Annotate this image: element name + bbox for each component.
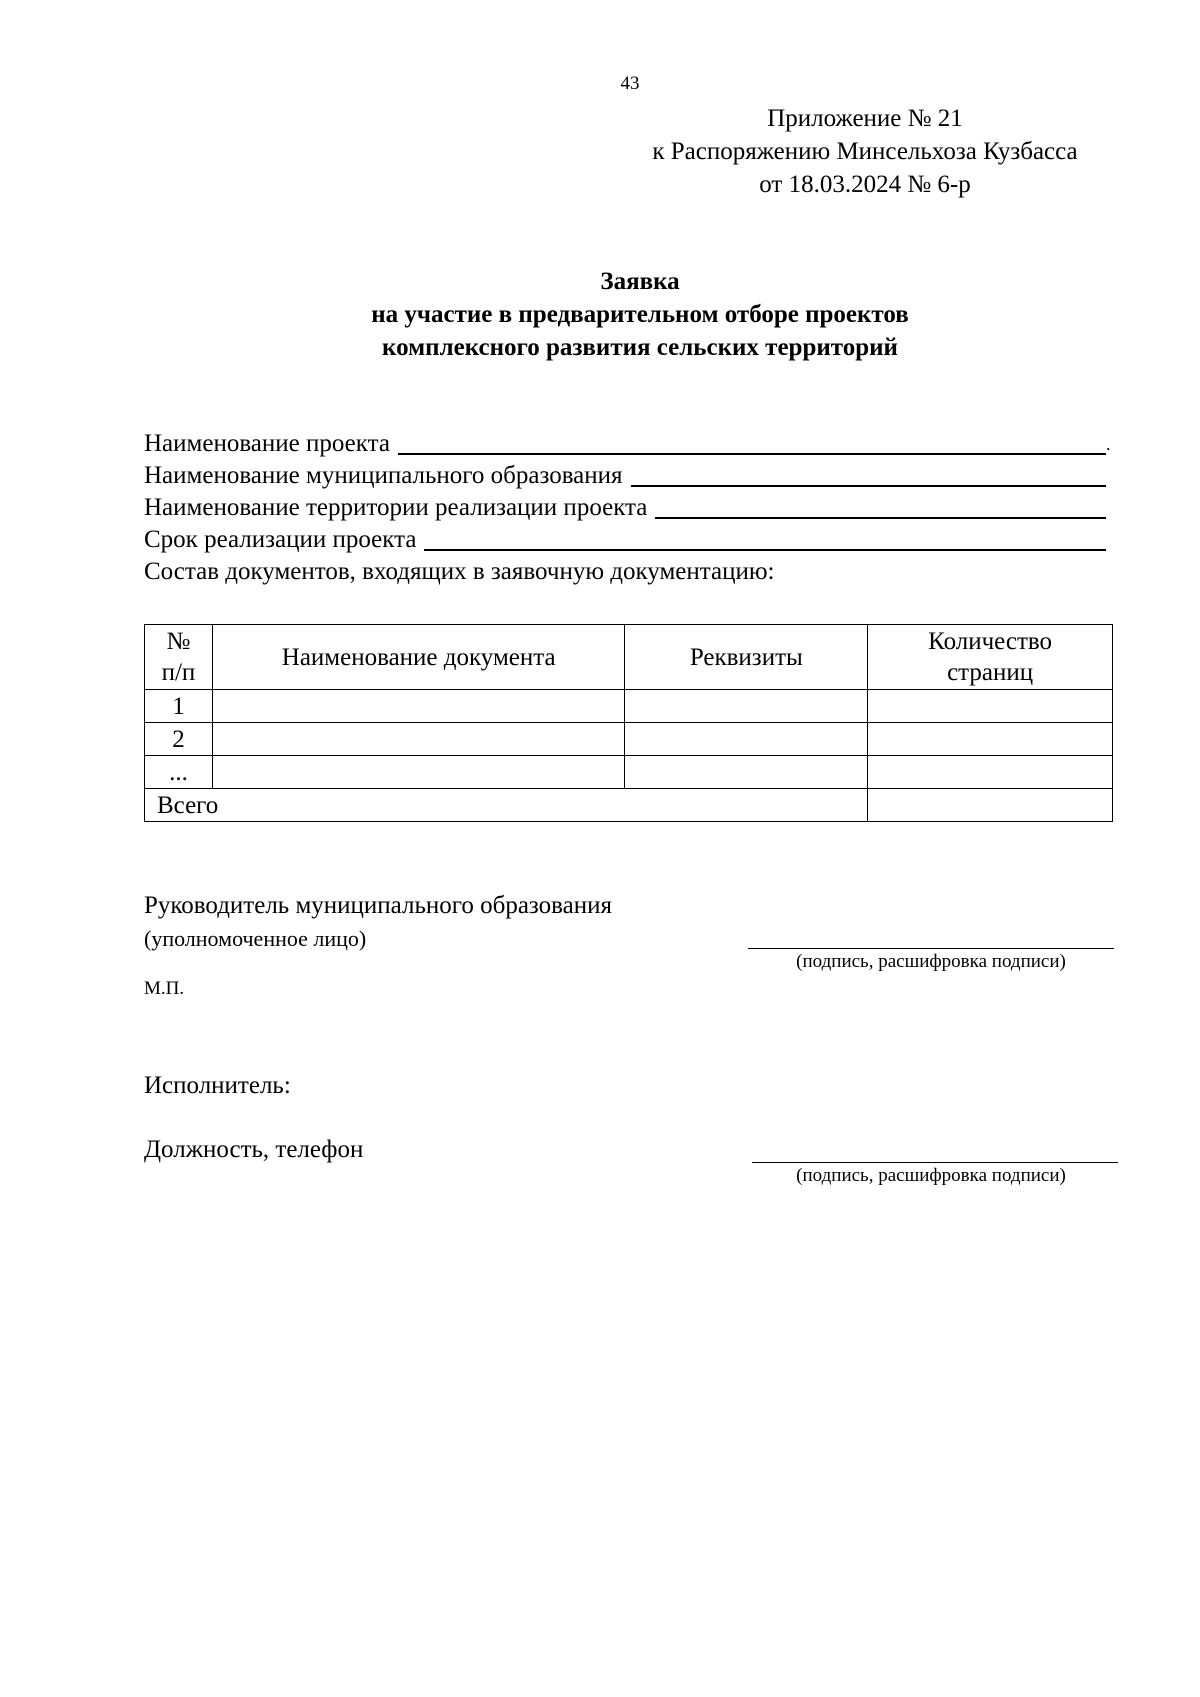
municipality-name-field[interactable]	[144, 460, 1114, 492]
header-document-name: Наименование документа	[212, 625, 625, 690]
project-term-field[interactable]	[144, 524, 1114, 556]
header-requisites: Реквизиты	[625, 625, 868, 690]
row-page-count[interactable]	[868, 756, 1113, 789]
territory-name-blank[interactable]	[655, 495, 1106, 519]
header-number: № п/п	[145, 625, 213, 690]
appendix-order: к Распоряжению Минсельхоза Кузбасса	[652, 138, 1078, 165]
row-document-name[interactable]	[212, 690, 625, 723]
territory-name-label: Наименование территории реализации проекта	[144, 494, 648, 521]
row-requisites[interactable]	[625, 690, 868, 723]
row-document-name[interactable]	[212, 723, 625, 756]
total-page-count[interactable]	[868, 789, 1113, 822]
row-document-name[interactable]	[212, 756, 625, 789]
appendix-reference	[600, 102, 1130, 201]
position-phone-label: Должность, телефон	[144, 1136, 364, 1163]
table-header-row	[145, 625, 1113, 690]
title-line-2: на участие в предварительном отборе проектов	[371, 301, 909, 328]
project-name-dot: .	[1106, 434, 1111, 454]
documents-table	[144, 624, 1113, 822]
table-row	[145, 723, 1113, 756]
appendix-date: от 18.03.2024 № 6-р	[759, 171, 971, 198]
row-requisites[interactable]	[625, 756, 868, 789]
stamp-label: М.П.	[144, 978, 185, 999]
header-page-count: Количество страниц	[868, 625, 1113, 690]
head-signature-label: Руководитель муниципального образования	[144, 892, 612, 919]
title-line-1: Заявка	[600, 268, 680, 295]
territory-name-field[interactable]	[144, 492, 1114, 524]
application-fields	[144, 428, 1114, 588]
project-name-label: Наименование проекта	[144, 430, 390, 457]
page-number: 43	[620, 73, 640, 94]
municipality-name-blank[interactable]	[631, 463, 1106, 487]
project-name-blank[interactable]	[398, 431, 1106, 455]
row-page-count[interactable]	[868, 723, 1113, 756]
head-signature-line[interactable]	[748, 948, 1114, 949]
total-label: Всего	[145, 789, 868, 822]
project-term-label: Срок реализации проекта	[144, 526, 417, 553]
executor-signature-caption: (подпись, расшифровка подписи)	[796, 1165, 1066, 1186]
executor-label: Исполнитель:	[144, 1072, 291, 1099]
table-row	[145, 756, 1113, 789]
head-signature-caption: (подпись, расшифровка подписи)	[796, 951, 1066, 972]
documents-intro-label: Состав документов, входящих в заявочную документацию:	[144, 558, 775, 585]
row-number: ...	[145, 756, 213, 789]
table-total-row	[145, 789, 1113, 822]
title-line-3: комплексного развития сельских территорий	[382, 334, 898, 361]
appendix-number: Приложение № 21	[767, 105, 963, 132]
row-number: 1	[145, 690, 213, 723]
row-page-count[interactable]	[868, 690, 1113, 723]
executor-signature-line[interactable]	[752, 1162, 1118, 1163]
row-number: 2	[145, 723, 213, 756]
project-term-blank[interactable]	[424, 527, 1106, 551]
authorized-person-label: (уполномоченное лицо)	[144, 926, 367, 951]
document-title	[140, 265, 1140, 364]
project-name-field[interactable]	[144, 428, 1114, 460]
municipality-name-label: Наименование муниципального образования	[144, 462, 623, 489]
row-requisites[interactable]	[625, 723, 868, 756]
documents-intro	[144, 556, 1114, 588]
table-row	[145, 690, 1113, 723]
